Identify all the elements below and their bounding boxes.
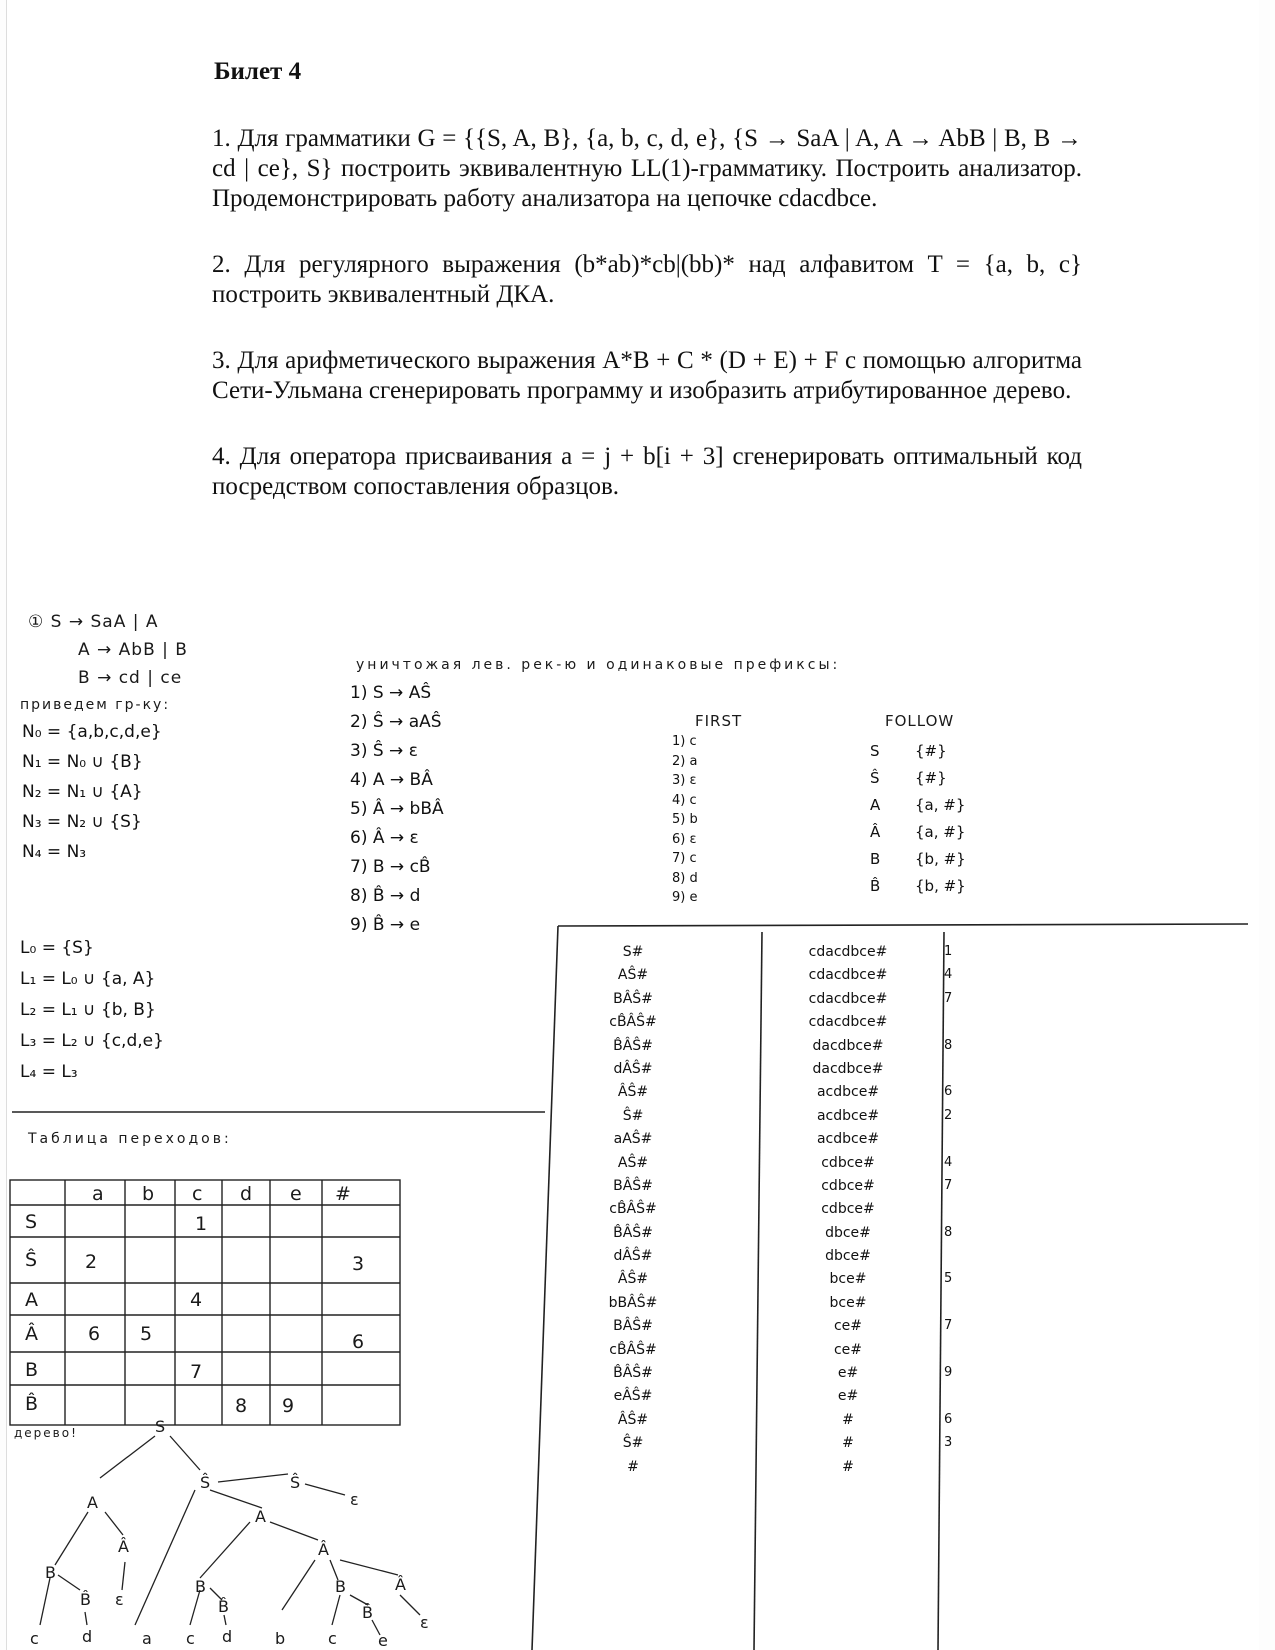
parse-tree-nodes	[30, 1417, 429, 1650]
trace-rule: 7	[944, 990, 953, 1006]
tree-node: B̂	[362, 1603, 373, 1622]
trace-input: e#	[837, 1388, 859, 1405]
trace-stack: B̂ÂŜ#	[613, 1037, 653, 1054]
trace-input: dbce#	[825, 1248, 871, 1265]
tree-leaf: c	[328, 1629, 337, 1648]
hw-n-set: N₄ = N₃	[22, 842, 87, 862]
tree-node: A	[255, 1507, 266, 1526]
trace-rule: 7	[944, 1177, 953, 1193]
tt-col-header: b	[142, 1183, 155, 1205]
hw-follow-set: {#}	[915, 742, 947, 760]
trace-stack: Ŝ#	[622, 1435, 644, 1452]
tt-cell: 1	[195, 1213, 208, 1235]
hw-rule: 8) B̂ → d	[350, 886, 421, 906]
trace-rule	[944, 1061, 968, 1084]
hw-first-item: 2) a	[672, 753, 698, 769]
hw-rule: 5) Â → bBÂ	[350, 799, 444, 819]
trace-rule: 4	[944, 1154, 953, 1170]
tree-node: Ŝ	[200, 1473, 211, 1492]
trace-stack: Ŝ#	[622, 1107, 644, 1124]
hw-first-item: 1) c	[672, 734, 697, 749]
tree-leaf: c	[30, 1629, 39, 1648]
tt-row-nt: S	[25, 1211, 38, 1233]
trace-input: dbce#	[825, 1224, 871, 1241]
ticket-title: Билет 4	[214, 58, 302, 85]
trace-rule	[944, 1014, 968, 1037]
tt-cell: 2	[85, 1251, 98, 1273]
hw-l-set: L₀ = {S}	[20, 938, 94, 958]
trace-rule: 3	[944, 1435, 953, 1451]
hw-first-item: 9) e	[672, 890, 698, 905]
tree-node: ε	[420, 1613, 429, 1632]
hw-follow-nt: B	[870, 850, 881, 868]
tree-node: B	[45, 1563, 56, 1582]
trace-rule	[944, 1201, 968, 1224]
trace-stack: ÂŜ#	[617, 1271, 649, 1288]
tree-leaf: d	[82, 1627, 93, 1646]
tree-node: ε	[115, 1590, 124, 1609]
trace-rule: 2	[944, 1107, 953, 1123]
trace-input: acdbce#	[816, 1131, 880, 1148]
hw-follow-nt: S	[870, 742, 880, 760]
tree-leaf: c	[186, 1629, 195, 1648]
trace-input: ce#	[833, 1318, 863, 1335]
tt-row-nt: B̂	[25, 1393, 39, 1415]
trace-stack: S#	[622, 944, 644, 960]
trace-rule	[944, 1295, 968, 1318]
hw-rule: 3) Ŝ → ε	[350, 741, 418, 761]
trace-rule	[944, 1131, 968, 1154]
trace-input: dacdbce#	[812, 1037, 884, 1054]
trace-stack-column	[588, 944, 678, 1482]
hw-follow-set: {a, #}	[915, 823, 966, 841]
trace-rule: 6	[944, 1084, 953, 1100]
trace-stack: #	[627, 1458, 639, 1475]
tree-node: ε	[350, 1490, 359, 1509]
hw-grammar-rule-3: B → cd | ce	[78, 668, 183, 688]
trace-input: #	[842, 1435, 854, 1452]
trace-stack: BÂŜ#	[613, 1318, 653, 1335]
hw-tree-label: дерево!	[14, 1426, 78, 1440]
hw-n-set: N₀ = {a,b,c,d,e}	[22, 722, 162, 742]
hw-l-set: L₃ = L₂ ∪ {c,d,e}	[20, 1031, 164, 1051]
trace-stack: eÂŜ#	[613, 1388, 653, 1405]
trace-stack: dÂŜ#	[613, 1060, 653, 1077]
hw-l-set: L₁ = L₀ ∪ {a, A}	[20, 969, 156, 989]
tree-leaf: d	[222, 1627, 233, 1646]
task-4: 4. Для оператора присваивания a = j + b[i + 3] сгенерировать оптимальный код посредством сопоставления образцов.	[212, 443, 1082, 500]
hw-first-item: 3) ε	[672, 773, 697, 788]
task-3: 3. Для арифметического выражения A*B + C * (D + E) + F с помощью алгоритма Сети-Ульмана сгенерировать программу и изобразить атрибутированное дерево.	[212, 347, 1082, 404]
trace-rule	[944, 1388, 968, 1411]
trace-stack: B̂ÂŜ#	[613, 1224, 653, 1241]
trace-rule: 8	[944, 1037, 953, 1053]
trace-rule	[944, 1459, 968, 1482]
tt-row-nt: Â	[25, 1323, 38, 1345]
trace-input: acdbce#	[816, 1107, 880, 1124]
trace-stack: ÂŜ#	[617, 1411, 649, 1428]
trace-input: dacdbce#	[812, 1060, 884, 1077]
trace-stack: ÂŜ#	[617, 1084, 649, 1101]
trace-input: cdbce#	[821, 1177, 875, 1194]
trace-stack: bBÂŜ#	[608, 1294, 658, 1311]
tt-cell: 5	[140, 1323, 153, 1345]
trace-stack: cB̂ÂŜ#	[609, 1341, 657, 1358]
trace-input: e#	[837, 1365, 859, 1382]
tt-cell: 4	[190, 1289, 203, 1311]
tree-node: Ŝ	[290, 1473, 301, 1492]
tt-cell: 6	[88, 1323, 101, 1345]
hw-l-set: L₂ = L₁ ∪ {b, B}	[20, 1000, 156, 1020]
tt-col-header: e	[290, 1183, 302, 1205]
hw-reduce-label: приведем гр-ку:	[20, 697, 171, 713]
trace-input: cdacdbce#	[808, 944, 888, 960]
transition-table	[10, 1180, 400, 1425]
trace-stack: AŜ#	[617, 967, 649, 984]
trace-rule-column	[944, 944, 968, 1482]
parse-tree	[30, 1417, 429, 1650]
hw-rule: 6) Â → ε	[350, 828, 419, 848]
tree-node: A	[87, 1493, 98, 1512]
trace-rule: 9	[944, 1365, 953, 1381]
trace-stack: BÂŜ#	[613, 990, 653, 1007]
tt-row-nt: Ŝ	[25, 1249, 38, 1271]
tt-cell: 6	[352, 1331, 365, 1353]
hw-follow-set: {a, #}	[915, 796, 966, 814]
tree-leaf: a	[142, 1629, 152, 1648]
tree-node: Â	[395, 1575, 406, 1594]
hw-grammar-rule-1: ① S → SaA | A	[28, 612, 159, 632]
hw-follow-nt: Â	[870, 823, 881, 841]
hw-first-item: 8) d	[672, 870, 698, 886]
trace-input: ce#	[833, 1341, 863, 1358]
trace-rule	[944, 1342, 968, 1365]
tree-node: B	[195, 1577, 206, 1596]
hw-remove-label: уничтожая лев. рек-ю и одинаковые префиксы:	[356, 657, 841, 673]
tt-cell: 9	[282, 1395, 295, 1417]
hw-rule: 7) B → cB̂	[350, 857, 431, 877]
hw-follow-set: {b, #}	[915, 850, 966, 868]
trace-stack: aAŜ#	[613, 1131, 653, 1148]
hw-follow-set: {b, #}	[915, 877, 966, 895]
tree-node: B	[335, 1577, 346, 1596]
tt-row-nt: B	[25, 1359, 39, 1381]
hw-n-set: N₃ = N₂ ∪ {S}	[22, 812, 142, 832]
tt-row-nt: A	[25, 1289, 38, 1311]
task-1: 1. Для грамматики G = {{S, A, B}, {a, b, c, d, e}, {S → SaA | A, A → AbB | B, B → cd | ce}, S} построить эквивалентную LL(1)-грамматику. Построить анализатор. Продемонстрировать работу анализатора на цепочке cdacdbce.	[212, 125, 1082, 212]
trace-stack: B̂ÂŜ#	[613, 1365, 653, 1382]
trace-input: cdbce#	[821, 1154, 875, 1171]
hw-follow-nt: Ŝ	[870, 769, 880, 787]
hw-rule: 4) A → BÂ	[350, 770, 433, 790]
hw-first-label: FIRST	[695, 712, 743, 730]
hw-l-set: L₄ = L₃	[20, 1062, 78, 1082]
trace-input-column	[768, 944, 928, 1482]
tree-leaf: e	[378, 1631, 388, 1650]
hw-follow-set: {#}	[915, 769, 947, 787]
tree-node: Â	[318, 1540, 329, 1559]
hw-rule: 1) S → AŜ	[350, 683, 432, 703]
tt-cell: 3	[352, 1253, 365, 1275]
trace-input: cdacdbce#	[808, 990, 888, 1007]
tt-col-header: c	[192, 1183, 203, 1205]
tt-col-header: d	[240, 1183, 253, 1205]
trace-input: acdbce#	[816, 1084, 880, 1101]
tt-col-header: #	[335, 1183, 351, 1205]
trace-stack: dÂŜ#	[613, 1248, 653, 1265]
trace-input: bce#	[829, 1271, 867, 1288]
hw-first-item: 5) b	[672, 812, 698, 827]
hw-grammar-rule-2: A → AbB | B	[78, 640, 188, 660]
hw-table-label: Таблица переходов:	[28, 1131, 232, 1147]
tree-node: B̂	[80, 1590, 91, 1609]
trace-rule: 5	[944, 1271, 953, 1287]
hw-first-item: 4) c	[672, 792, 697, 808]
tree-node: S	[155, 1417, 166, 1436]
trace-rule: 8	[944, 1224, 953, 1240]
trace-input: cdacdbce#	[808, 1014, 888, 1031]
trace-stack: cB̂ÂŜ#	[609, 1014, 657, 1031]
trace-stack: AŜ#	[617, 1154, 649, 1171]
hw-n-set: N₂ = N₁ ∪ {A}	[22, 782, 143, 802]
trace-rule: 1	[944, 944, 953, 959]
trace-input: #	[842, 1411, 854, 1428]
hw-first-item: 6) ε	[672, 831, 697, 847]
tt-cell: 8	[235, 1395, 248, 1417]
trace-rule: 4	[944, 967, 953, 983]
trace-input: cdacdbce#	[808, 967, 888, 984]
hw-follow-label: FOLLOW	[885, 712, 955, 730]
tree-node: Â	[118, 1537, 129, 1556]
trace-rule: 7	[944, 1318, 953, 1334]
trace-rule: 6	[944, 1411, 953, 1427]
hw-follow-nt: B̂	[870, 877, 881, 895]
tt-col-header: a	[92, 1183, 104, 1205]
hw-first-item: 7) c	[672, 851, 697, 866]
tree-leaf: b	[275, 1629, 286, 1648]
trace-input: #	[842, 1458, 854, 1475]
tt-cell: 7	[190, 1361, 203, 1383]
trace-stack: BÂŜ#	[613, 1177, 653, 1194]
trace-input: cdbce#	[821, 1201, 875, 1218]
hw-rule: 9) B̂ → e	[350, 915, 421, 935]
trace-stack: cB̂ÂŜ#	[609, 1201, 657, 1218]
hw-follow-nt: A	[870, 796, 881, 814]
hw-n-set: N₁ = N₀ ∪ {B}	[22, 752, 143, 772]
task-2: 2. Для регулярного выражения (b*ab)*cb|(bb)* над алфавитом T = {a, b, c} построить эквивалентный ДКА.	[212, 251, 1082, 308]
trace-input: bce#	[829, 1294, 867, 1311]
tree-node: B̂	[218, 1597, 229, 1616]
trace-rule	[944, 1248, 968, 1271]
hw-rule: 2) Ŝ → aAŜ	[350, 712, 442, 732]
